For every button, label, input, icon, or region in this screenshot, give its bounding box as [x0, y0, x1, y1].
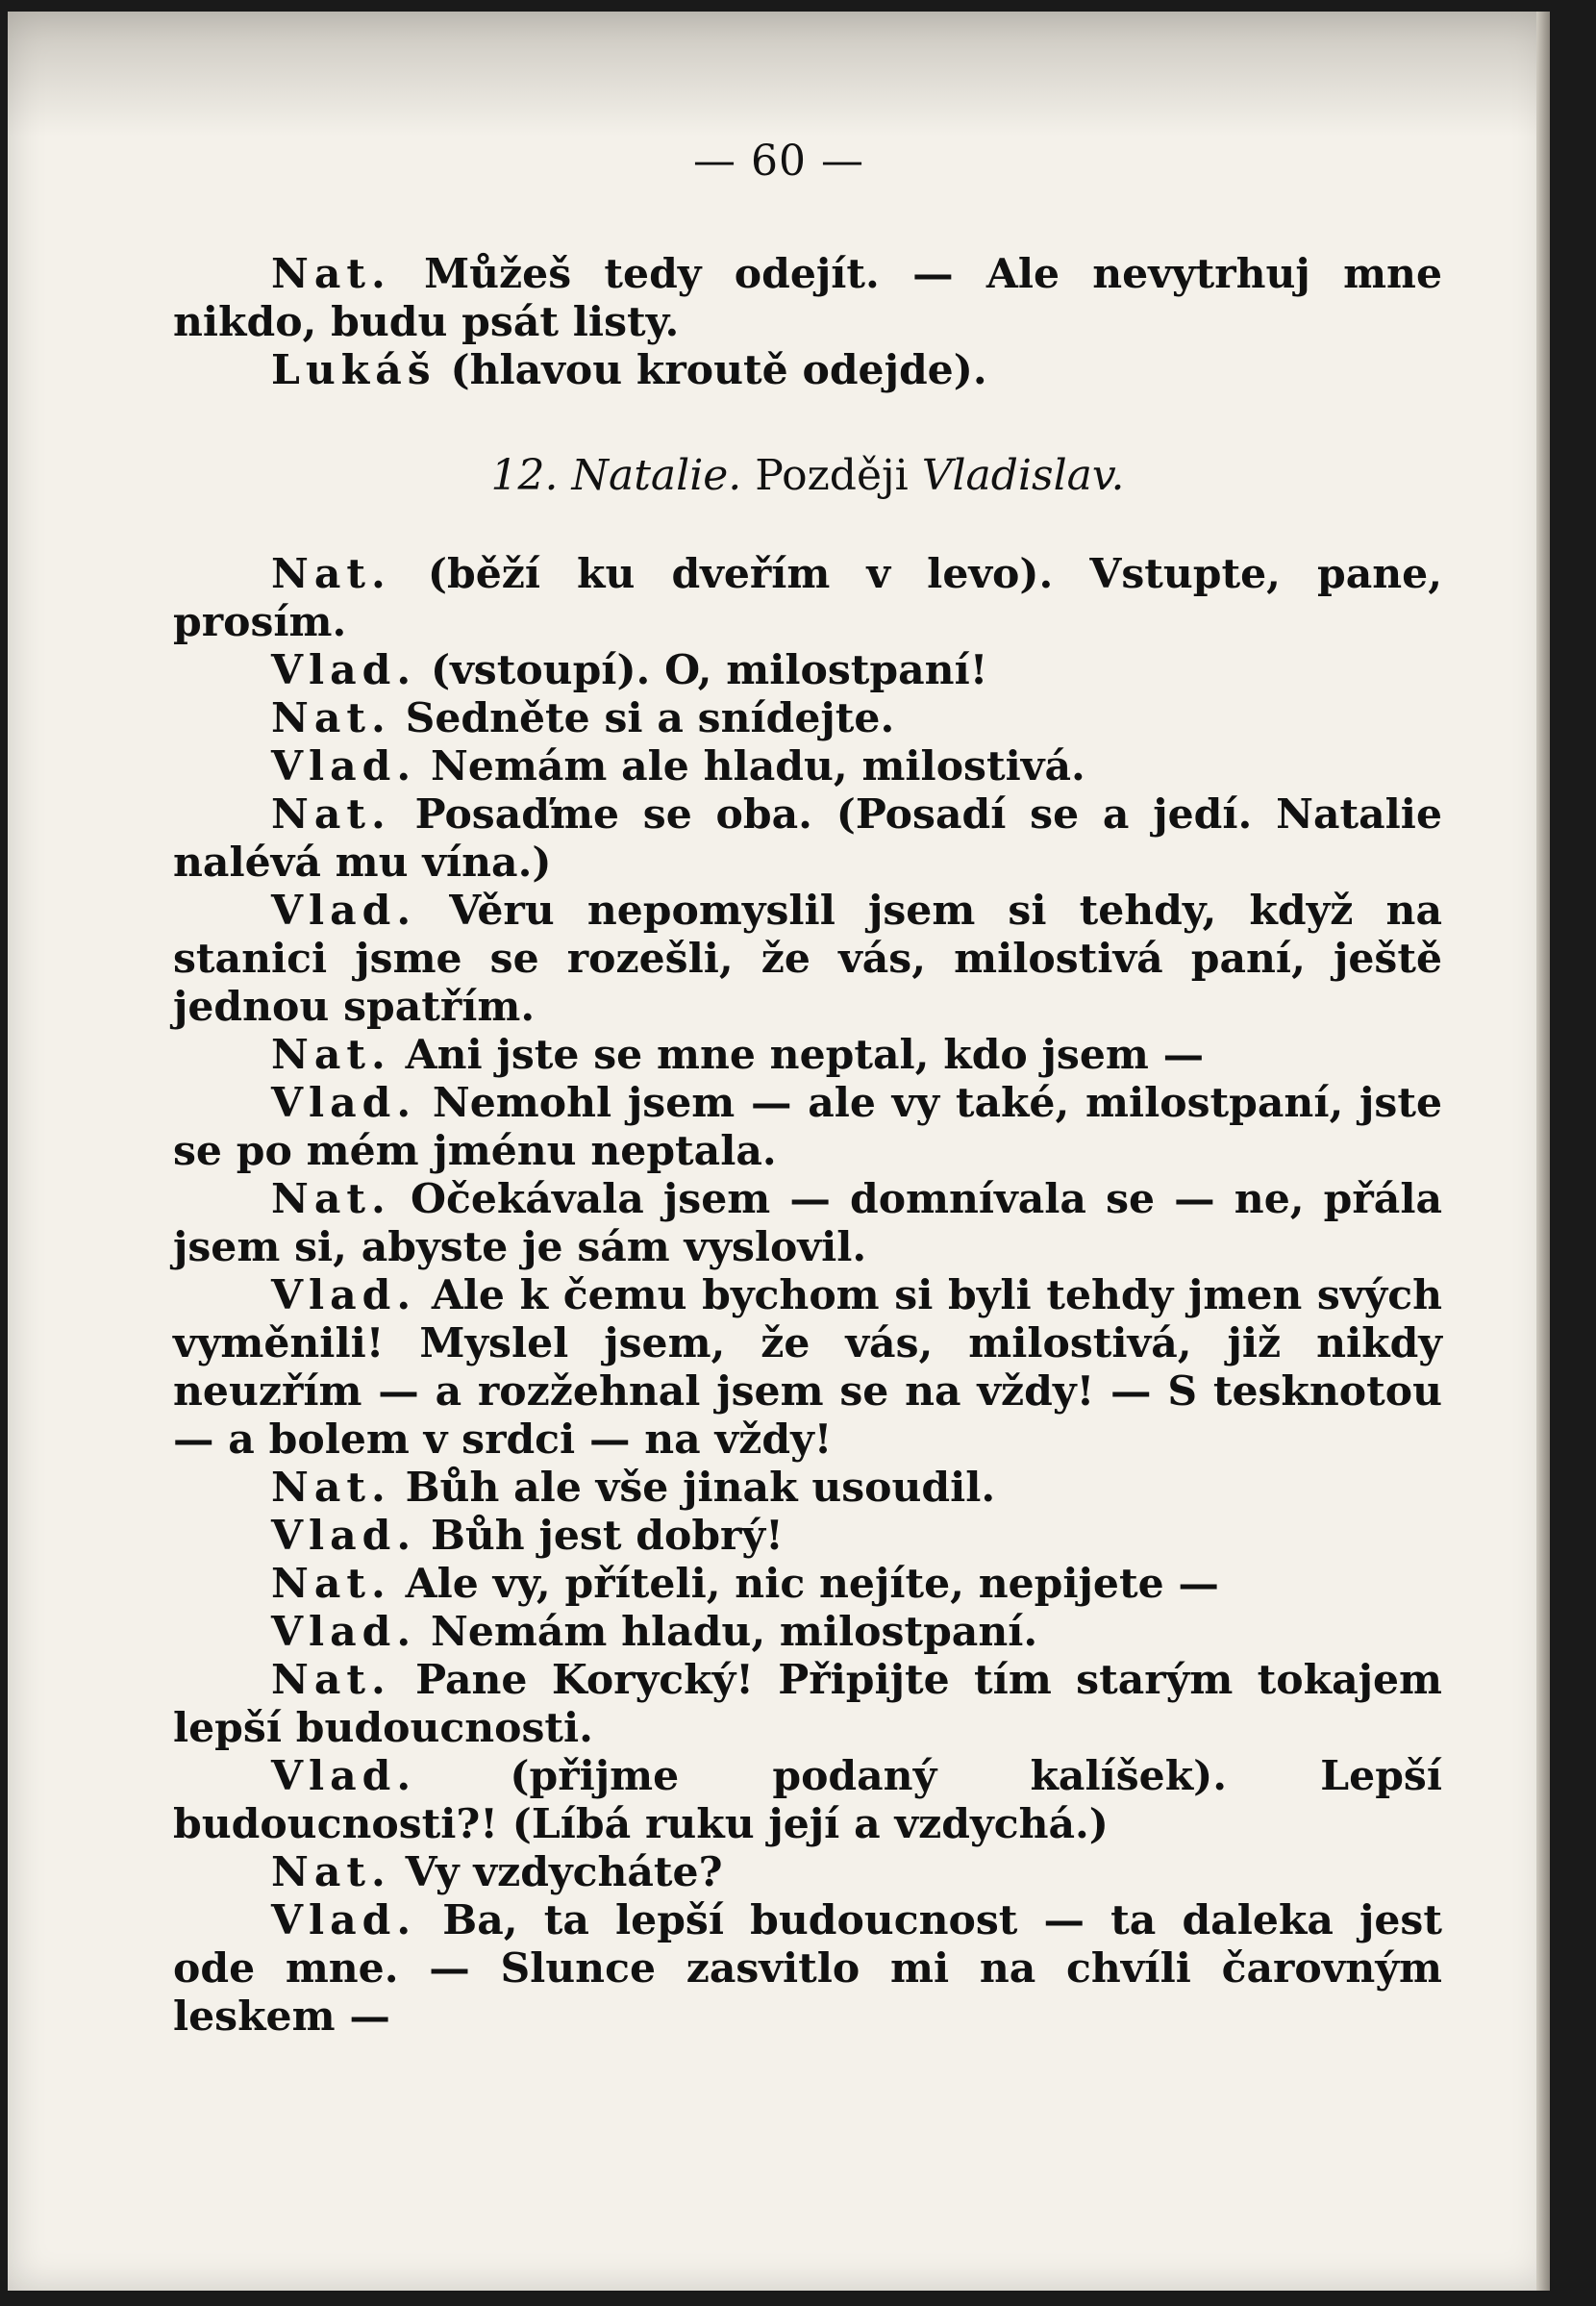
paragraph: [173, 1848, 1442, 1896]
speaker: Nat.: [271, 1175, 391, 1223]
speaker: Vlad.: [271, 1608, 417, 1656]
line-text: Ale k čemu bychom si byli tehdy jmen svých vyměnili! Myslel jsem, že vás, milostivá, již nikdy neuzřím — a rozžehnal jsem se na vždy! — S tesknotou — a bolem v srdci — na vždy!: [173, 1271, 1442, 1464]
page-number: — 60 —: [693, 137, 864, 186]
paragraph: [173, 1608, 1442, 1656]
line-text: Ale vy, příteli, nic nejíte, nepijete —: [390, 1560, 1219, 1608]
line-text: (běží ku dveřím v levo). Vstupte, pane, prosím.: [173, 550, 1442, 646]
scene-connector: Později: [741, 451, 922, 500]
scene-heading: [173, 452, 1442, 500]
page-body: [173, 250, 1442, 2041]
line-text: Pane Korycký! Připijte tím starým tokajem lepší budoucnosti.: [173, 1656, 1442, 1752]
line-text: Věru nepomyslil jsem si tehdy, když na stanici jsme se rozešli, že vás, milostivá paní, ještě jednou spatřím.: [173, 887, 1442, 1031]
line-text: (přijme podaný kalíšek). Lepší budoucnosti?! (Líbá ruku její a vzdychá.): [173, 1752, 1442, 1848]
paragraph: [173, 346, 1442, 394]
book-page: [8, 12, 1550, 2291]
speaker: Nat.: [271, 1031, 391, 1079]
paragraph: [173, 1175, 1442, 1271]
line-text: Nemohl jsem — ale vy také, milostpaní, jste se po mém jménu neptala.: [173, 1079, 1442, 1175]
line-text: Ani jste se mne neptal, kdo jsem —: [390, 1031, 1205, 1079]
paragraph: [173, 550, 1442, 646]
line-text: Posaďme se oba. (Posadí se a jedí. Natalie nalévá mu vína.): [173, 790, 1442, 887]
speaker: Nat.: [271, 250, 391, 298]
paragraph: [173, 790, 1442, 887]
paragraph: [173, 1464, 1442, 1512]
line-text: (vstoupí). O, milostpaní!: [416, 646, 988, 694]
line-text: Bůh ale vše jinak usoudil.: [390, 1464, 996, 1512]
paragraph: [173, 1656, 1442, 1752]
paragraph: [173, 250, 1442, 346]
line-text: Bůh jest dobrý!: [416, 1512, 784, 1560]
speaker: Nat.: [271, 1656, 391, 1704]
speaker: Vlad.: [271, 1752, 417, 1800]
paragraph: [173, 1031, 1442, 1079]
line-text: Můžeš tedy odejít. — Ale nevytrhuj mne nikdo, budu psát listy.: [173, 250, 1442, 346]
line-text: Vy vzdycháte?: [390, 1848, 723, 1896]
page-stain: [8, 12, 1536, 137]
line-text: Sedněte si a snídejte.: [390, 694, 895, 742]
speaker: Nat.: [271, 1848, 391, 1896]
line-text: (hlavou kroutě odejde).: [436, 346, 987, 394]
paragraph: [173, 1079, 1442, 1175]
speaker: Vlad.: [271, 887, 417, 935]
paragraph: [173, 1512, 1442, 1560]
speaker: Nat.: [271, 550, 391, 598]
speaker: Vlad.: [271, 646, 417, 694]
speaker: Vlad.: [271, 1512, 417, 1560]
paragraph: [173, 1560, 1442, 1608]
scene-character-2: Vladislav.: [921, 451, 1125, 500]
page-edge: [1536, 12, 1550, 2291]
line-text: Nemám ale hladu, milostivá.: [416, 742, 1085, 790]
speaker: Lukáš: [271, 346, 436, 394]
speaker: Nat.: [271, 1560, 391, 1608]
paragraph: [173, 1896, 1442, 2041]
line-text: Očekávala jsem — domnívala se — ne, přála jsem si, abyste je sám vyslovil.: [173, 1175, 1442, 1271]
paragraph: [173, 887, 1442, 1031]
speaker: Nat.: [271, 694, 391, 742]
paragraph: [173, 694, 1442, 742]
speaker: Vlad.: [271, 1896, 417, 1944]
speaker: Vlad.: [271, 1271, 417, 1319]
scene-character-1: Natalie.: [571, 451, 742, 500]
line-text: Nemám hladu, milostpaní.: [416, 1608, 1038, 1656]
paragraph: [173, 742, 1442, 790]
scene-number: 12.: [490, 451, 559, 500]
speaker: Vlad.: [271, 742, 417, 790]
line-text: Ba, ta lepší budoucnost — ta daleka jest ode mne. — Slunce zasvitlo mi na chvíli čarovným leskem —: [173, 1896, 1442, 2041]
speaker: Vlad.: [271, 1079, 417, 1127]
paragraph: [173, 1752, 1442, 1848]
speaker: Nat.: [271, 1464, 391, 1512]
paragraph: [173, 646, 1442, 694]
speaker: Nat.: [271, 790, 391, 839]
paragraph: [173, 1271, 1442, 1464]
